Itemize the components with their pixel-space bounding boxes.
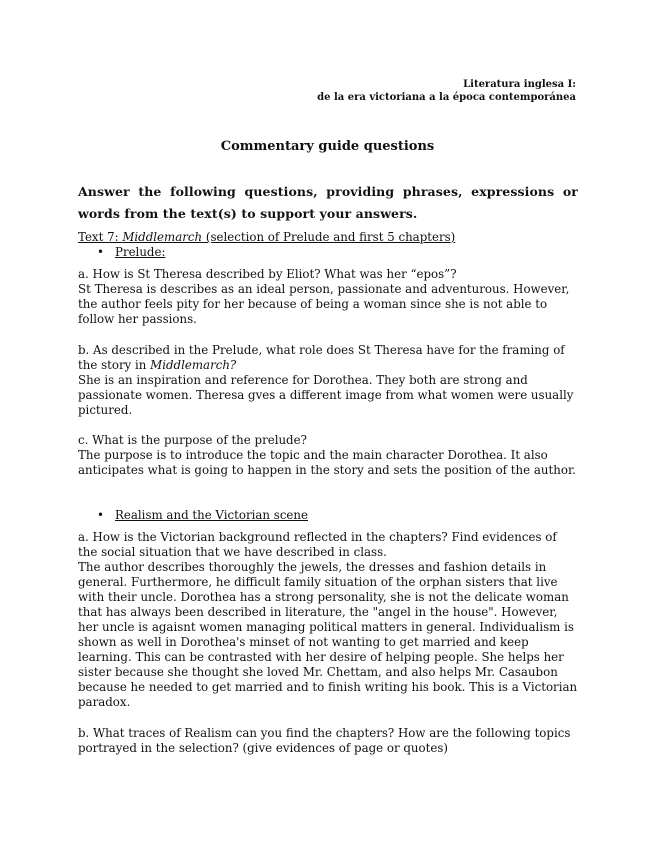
- answer-text: The purpose is to introduce the topic and the main character Dorothea. It also anticipates what is going to happen in the story and sets the position of the author.: [78, 448, 577, 477]
- text-reference-work-title: Middlemarch: [122, 230, 203, 244]
- question-a-prelude: [78, 267, 578, 327]
- answer-text: She is an inspiration and reference for Dorothea. They both are strong and passionate women. Theresa gves a different image from what women were usually pictured.: [78, 373, 574, 417]
- course-title: Literatura inglesa I:: [463, 79, 576, 90]
- question-text-main: b. As described in the Prelude, what role does St Theresa have for the framing of the story in: [78, 343, 565, 372]
- instructions: Answer the following questions, providing phrases, expressions or words from the text(s) to support your answers.: [78, 184, 578, 221]
- question-text: a. How is St Theresa described by Eliot? What was her “epos”?: [78, 267, 457, 281]
- text-reference-suffix: (selection of Prelude and first 5 chapters): [202, 230, 456, 244]
- question-text: [78, 343, 578, 373]
- section-heading-realism: [97, 508, 308, 523]
- section-heading-label: Prelude:: [115, 245, 166, 259]
- section-heading-label: Realism and the Victorian scene: [115, 508, 308, 522]
- text-reference-line: [78, 230, 455, 244]
- question-c-prelude: [78, 433, 578, 478]
- question-text: b. What traces of Realism can you find the chapters? How are the following topics portrayed in the selection? (give evidences of page or quotes): [78, 726, 571, 755]
- page-title: Commentary guide questions: [220, 139, 435, 154]
- section-heading-prelude: [97, 245, 165, 260]
- question-b-prelude: [78, 343, 578, 418]
- question-a-realism: [78, 530, 578, 710]
- answer-text: The author describes thoroughly the jewels, the dresses and fashion details in general. Furthermore, he difficult family situation of the orphan sisters that live with their uncle. Dorothea has a strong personality, she is not the delicate woman that has always been described in literature, the "angel in the house". However, her uncle is agaisnt women managing political matters in general. Individualism is shown as well in Dorothea's minset of not wanting to get married and keep learning. This can be contrasted with her desire of helping people. She helps her sister because she thought she loved Mr. Chettam, and also helps Mr. Casaubon because he needed to get married and to finish writing his book. This is a Victorian paradox.: [78, 560, 578, 709]
- question-text: a. How is the Victorian background reflected in the chapters? Find evidences of the social situation that we have described in class.: [78, 530, 557, 559]
- text-reference: [78, 230, 578, 245]
- question-b-realism: [78, 726, 578, 756]
- question-text: c. What is the purpose of the prelude?: [78, 433, 307, 447]
- answer-text: St Theresa is describes as an ideal person, passionate and adventurous. However, the author feels pity for her because of being a woman since she is not able to follow her passions.: [78, 282, 570, 326]
- bullet-icon: •: [97, 245, 104, 259]
- text-reference-prefix: Text 7:: [78, 230, 123, 244]
- course-header: [317, 78, 576, 104]
- bullet-icon: •: [97, 508, 104, 522]
- course-subtitle: de la era victoriana a la época contemporánea: [317, 92, 576, 103]
- question-text-italic: Middlemarch?: [150, 358, 237, 372]
